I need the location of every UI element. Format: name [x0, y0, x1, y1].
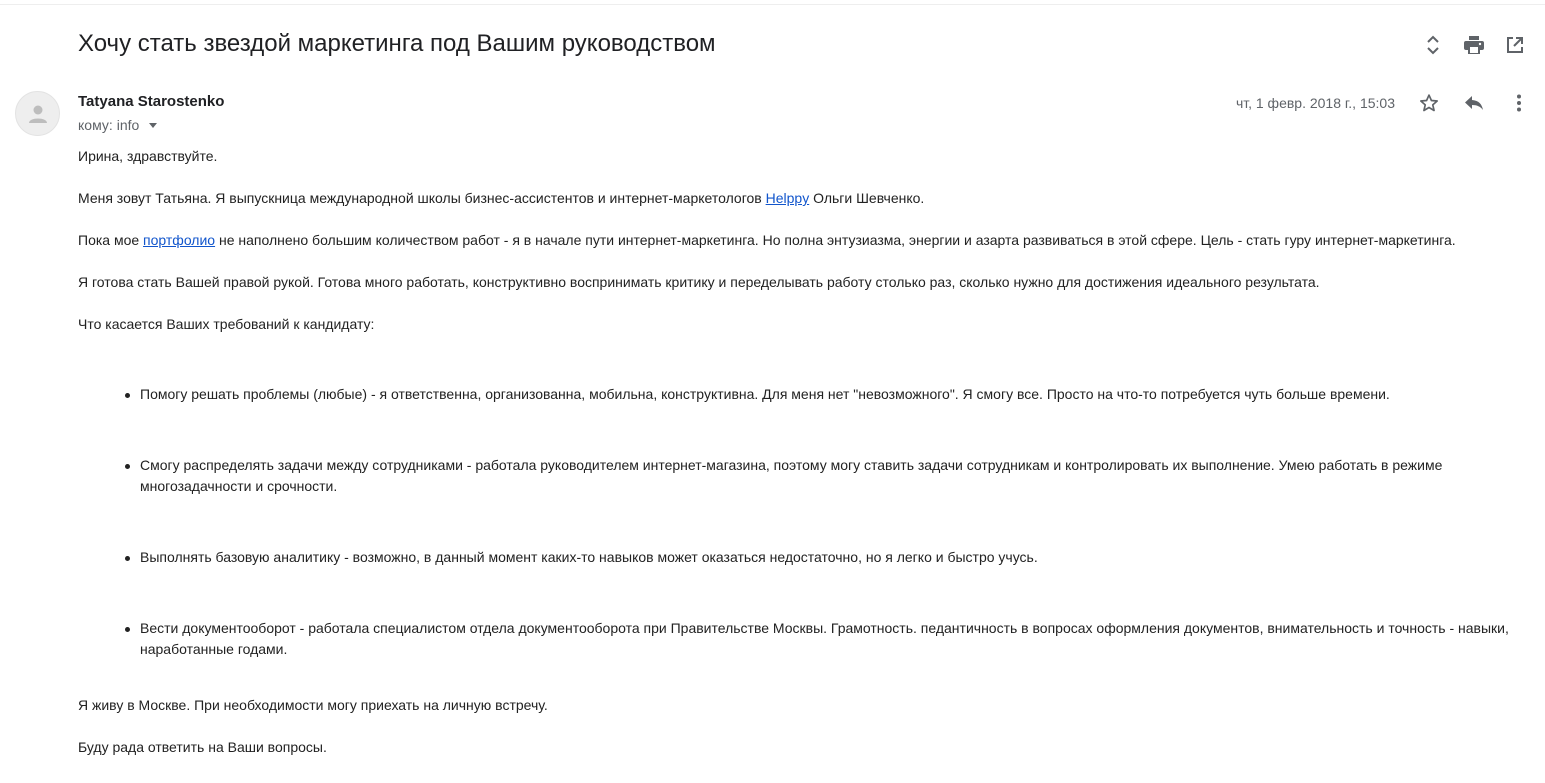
- intro-text-end: Ольги Шевченко.: [809, 190, 925, 206]
- star-button[interactable]: [1406, 90, 1451, 116]
- reply-button[interactable]: [1451, 90, 1496, 116]
- list-item: Вести документооборот - работала специалистом отдела документооборота при Правительстве Москвы. Грамотность. педантичность в вопросах оформления документов, внимательность и точность - навыки, наработанные годами.: [140, 618, 1528, 660]
- location-paragraph: Я живу в Москве. При необходимости могу приехать на личную встречу.: [78, 697, 548, 713]
- open-in-new-window-button[interactable]: [1494, 32, 1535, 58]
- top-divider: [0, 4, 1545, 5]
- portfolio-text: Пока мое: [78, 232, 144, 248]
- closing-paragraph: Буду рада ответить на Ваши вопросы.: [78, 739, 327, 755]
- message-toolbar: [1406, 90, 1541, 116]
- intro-text: Меня зовут Татьяна. Я выпускница международной школы бизнес-ассистентов и интернет-маркетологов: [78, 190, 766, 206]
- print-all-button[interactable]: [1453, 32, 1494, 58]
- recipient-details-caret-icon[interactable]: [149, 123, 157, 128]
- portfolio-paragraph: [78, 230, 1528, 251]
- print-icon: [1464, 36, 1484, 54]
- star-icon: [1419, 93, 1439, 113]
- reply-icon: [1464, 95, 1484, 111]
- recipient-name: info: [116, 117, 140, 133]
- unfold-icon: [1426, 34, 1440, 56]
- more-options-button[interactable]: [1496, 90, 1541, 116]
- avatar[interactable]: [15, 91, 60, 136]
- requirements-intro: Что касается Ваших требований к кандидату:: [78, 316, 375, 332]
- requirements-list: [78, 384, 1528, 660]
- recipient-prefix: кому:: [78, 117, 113, 133]
- thread-toolbar: [1412, 32, 1535, 58]
- list-item: Смогу распределять задачи между сотрудниками - работала руководителем интернет-магазина, поэтому могу ставить задачи сотрудникам и контролировать их выполнение. Умею работать в режиме многозадачности и срочности.: [140, 455, 1528, 497]
- portfolio-link[interactable]: портфолио: [143, 232, 216, 248]
- list-item: Помогу решать проблемы (любые) - я ответственна, организованна, мобильна, конструктивна. Для меня нет "невозможного". Я смогу все. Просто на что-то потребуется чуть больше времени.: [140, 384, 1528, 405]
- email-body: [78, 146, 1528, 779]
- motivation-paragraph: Я готова стать Вашей правой рукой. Готова много работать, конструктивно воспринимать критику и переделывать работу столько раз, сколько нужно для достижения идеального результата.: [78, 274, 1320, 290]
- portfolio-text-end: не наполнено большим количеством работ - я в начале пути интернет-маркетинга. Но полна энтузиазма, энергии и азарта развиваться в этой сфере. Цель - стать гуру интернет-маркетинга.: [215, 232, 1456, 248]
- recipient-line: [78, 117, 157, 134]
- email-subject: Хочу стать звездой маркетинга под Вашим руководством: [78, 30, 716, 57]
- expand-all-button[interactable]: [1412, 32, 1453, 58]
- intro-paragraph: [78, 188, 1528, 209]
- open-in-new-icon: [1506, 36, 1524, 54]
- person-icon: [27, 103, 49, 125]
- sender-name[interactable]: Tatyana Starostenko: [78, 93, 225, 110]
- email-date[interactable]: чт, 1 февр. 2018 г., 15:03: [1235, 95, 1395, 111]
- more-vert-icon: [1516, 94, 1522, 112]
- greeting-paragraph: Ирина, здравствуйте.: [78, 148, 218, 164]
- helppy-link[interactable]: Helppy: [765, 190, 810, 206]
- list-item: Выполнять базовую аналитику - возможно, в данный момент каких-то навыков может оказаться недостаточно, но я легко и быстро учусь.: [140, 547, 1528, 568]
